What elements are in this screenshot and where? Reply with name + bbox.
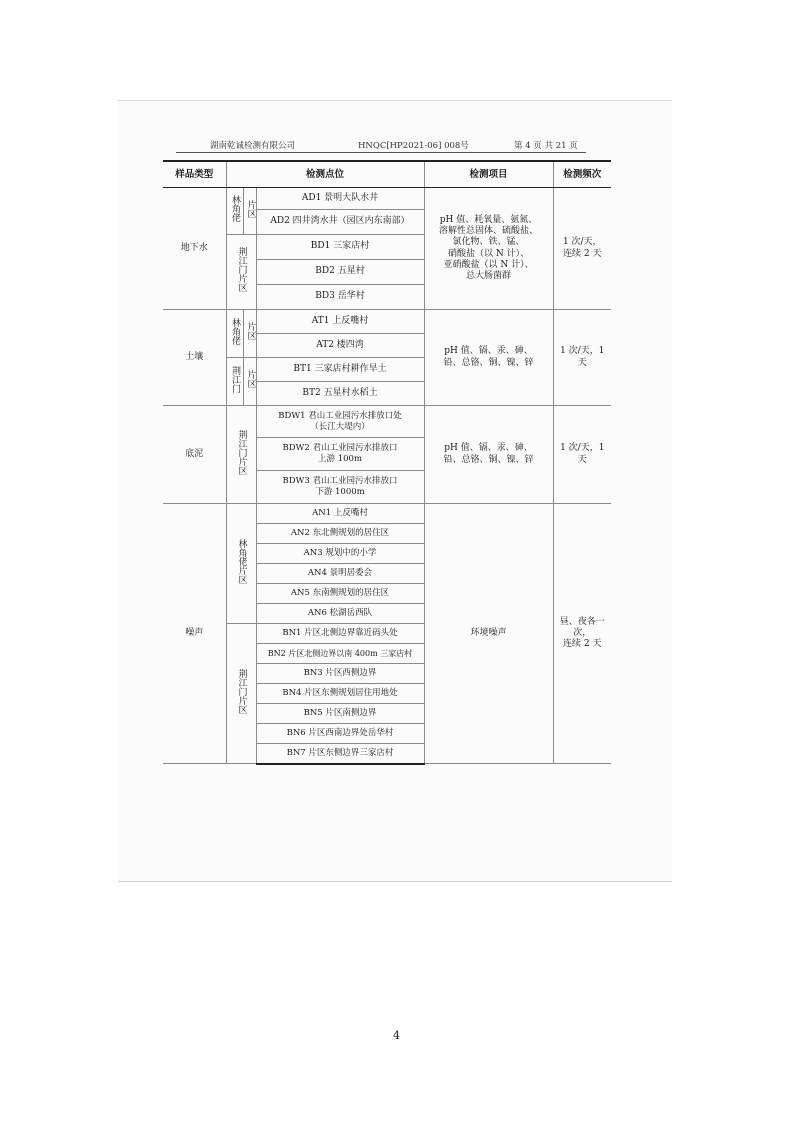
point-cell: AN2 东北侧规划的居住区 [256, 524, 424, 544]
point-cell: AT1 上反嘴村 [256, 310, 424, 334]
point-cell: AN3 规划中的小学 [256, 544, 424, 564]
page-info: 第 4 页 共 21 页 [514, 141, 578, 151]
area-label: 林角佬片区 [226, 504, 256, 624]
report-number: HNQC[HP2021-06] 008号 [358, 141, 469, 151]
table-row [163, 504, 611, 524]
point-cell: BT2 五星村水稻土 [256, 382, 424, 406]
point-cell: BT1 三家店村耕作旱土 [256, 358, 424, 382]
point-cell: BD2 五星村 [256, 260, 424, 285]
point-cell: BN1 片区北侧边界靠近码头处 [256, 624, 424, 644]
point-cell: BD3 岳华村 [256, 285, 424, 310]
area-label: 荆江门 [226, 358, 243, 406]
items-sediment: pH 值、镉、汞、砷、 铅、总铬、铜、镍、锌 [424, 406, 553, 504]
freq-sediment: 1 次/天，1 天 [553, 406, 611, 504]
table-row [163, 310, 611, 334]
table-header-row [163, 161, 611, 188]
point-cell: BN7 片区东侧边界三家店村 [256, 744, 424, 764]
page-number: 4 [393, 1029, 400, 1042]
point-cell: BDW1 君山工业园污水排放口处 （长江大堤内） [256, 406, 424, 438]
point-cell: AT2 楼四湾 [256, 334, 424, 358]
area-label: 荆江门片区 [226, 624, 256, 764]
point-cell: AN4 景明居委会 [256, 564, 424, 584]
sample-type-noise: 噪声 [163, 504, 226, 764]
point-cell: BD1 三家店村 [256, 235, 424, 260]
sample-type-sediment: 底泥 [163, 406, 226, 504]
sample-type-groundwater: 地下水 [163, 188, 226, 310]
point-cell: AD1 景明大队水井 [256, 188, 424, 210]
col-points: 检测点位 [226, 161, 424, 188]
monitoring-table [163, 160, 611, 765]
point-cell: AN5 东南侧规划的居住区 [256, 584, 424, 604]
sample-type-soil: 土壤 [163, 310, 226, 406]
items-noise: 环境噪声 [424, 504, 553, 764]
area-label: 荆江门片区 [226, 406, 256, 504]
point-cell: AN1 上反嘴村 [256, 504, 424, 524]
point-cell: BN6 片区西南边界处岳华村 [256, 724, 424, 744]
area-suffix: 片区 [243, 310, 256, 358]
freq-groundwater: 1 次/天， 连续 2 天 [553, 188, 611, 310]
col-items: 检测项目 [424, 161, 553, 188]
point-cell: BN5 片区南侧边界 [256, 704, 424, 724]
col-sample-type: 样品类型 [163, 161, 226, 188]
table-row [163, 406, 611, 438]
header-rule [176, 152, 586, 153]
company-name: 湖南乾诚检测有限公司 [210, 141, 296, 151]
area-label: 林角佬 [226, 188, 243, 235]
freq-soil: 1 次/天，1 天 [553, 310, 611, 406]
scan-edge-top [118, 100, 672, 101]
scan-edge-bottom [118, 881, 672, 882]
area-label: 荆江门片区 [226, 235, 256, 310]
table-row [163, 188, 611, 210]
items-groundwater: pH 值、耗氧量、氨氮、 溶解性总固体、硫酸盐、 氯化物、铁、锰、 硝酸盐（以 N 计）、 亚硝酸盐（以 N 计）、 总大肠菌群 [424, 188, 553, 310]
area-label: 林角佬 [226, 310, 243, 358]
area-suffix: 片区 [243, 188, 256, 235]
point-cell: BDW3 君山工业园污水排放口 下游 1000m [256, 471, 424, 504]
items-soil: pH 值、镉、汞、砷、 铅、总铬、铜、镍、锌 [424, 310, 553, 406]
point-cell: BDW2 君山工业园污水排放口 上游 100m [256, 438, 424, 471]
point-cell: AD2 四井湾水井（园区内东南部） [256, 210, 424, 235]
freq-noise: 昼、夜各一次， 连续 2 天 [553, 504, 611, 764]
col-frequency: 检测频次 [553, 161, 611, 188]
point-cell: BN4 片区东侧规划居住用地处 [256, 684, 424, 704]
point-cell: BN3 片区西侧边界 [256, 664, 424, 684]
area-suffix: 片区 [243, 358, 256, 406]
point-cell: AN6 松湖岳西队 [256, 604, 424, 624]
point-cell: BN2 片区北侧边界以南 400m 三家店村 [256, 644, 424, 664]
